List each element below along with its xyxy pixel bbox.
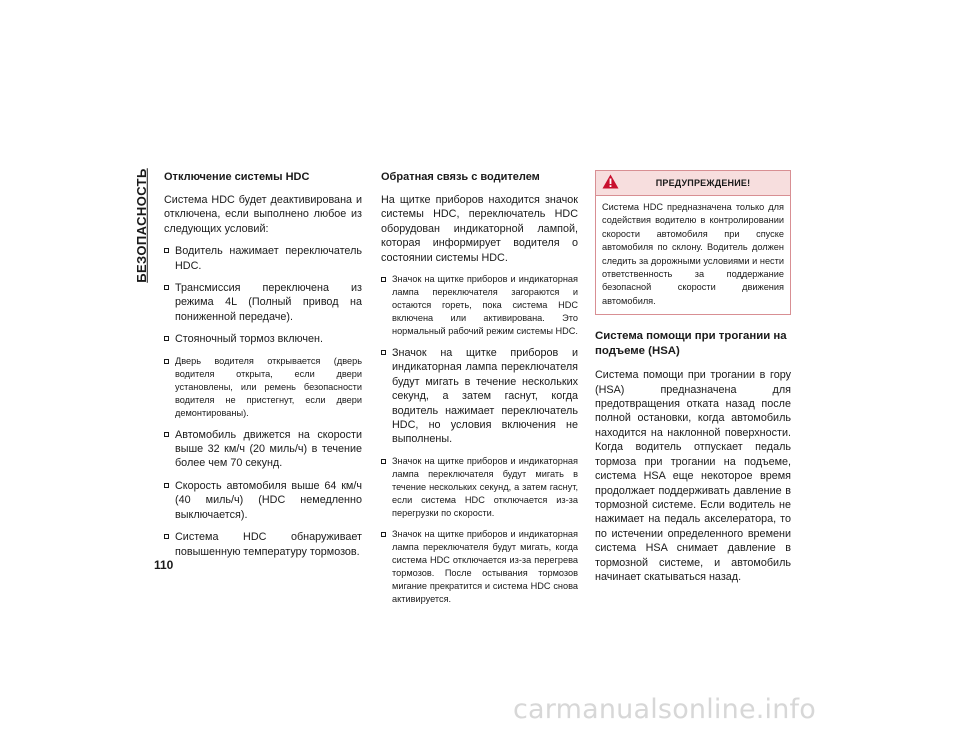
heading-driver-feedback: Обратная связь с водителем bbox=[381, 171, 540, 183]
column-hdc-disable bbox=[164, 170, 362, 567]
checkbox-bullet-icon bbox=[381, 459, 386, 464]
list-item: Значок на щитке приборов и индикаторная лампа переключателя будут мигать, когда система HDC отключается из-за перегрева тормозов. После остывания тормозов мигание прекратится и система HDC снова активируется. bbox=[381, 528, 578, 606]
warning-title: ПРЕДУПРЕЖДЕНИЕ! bbox=[655, 177, 751, 188]
list-item: Скорость автомобиля выше 64 км/ч (40 миль/ч) (HDC немедленно выключается). bbox=[164, 479, 362, 522]
checkbox-bullet-icon bbox=[164, 432, 169, 437]
list-item: Дверь водителя открывается (дверь водителя открыта, если двери установлены, или ремень безопасности водителя не пристегнут, если двери демонтированы). bbox=[164, 355, 362, 420]
warning-text: Система HDC предназначена только для содействия водителю в контролировании скорости автомобиля при спуске автомобиля по склону. Водитель должен следить за дорожными условиями и нести ответственность за поддержание безопасной скорости движения автомобиля. bbox=[602, 202, 784, 306]
hdc-disable-list bbox=[164, 244, 362, 559]
section-label-text: БЕЗОПАСНОСТЬ bbox=[133, 167, 149, 283]
watermark-text: carmanualsonline.info bbox=[513, 694, 816, 725]
list-item: Водитель нажимает переключатель HDC. bbox=[164, 244, 362, 273]
driver-feedback-intro: На щитке приборов находится значок системы HDC, переключатель HDC оборудован индикаторной лампой, которая информирует водителя о состоянии системы HDC. bbox=[381, 194, 578, 264]
checkbox-bullet-icon bbox=[381, 350, 386, 355]
heading-hdc-disable: Отключение системы HDC bbox=[164, 171, 310, 183]
hdc-disable-intro: Система HDC будет деактивирована и отключена, если выполнено любое из следующих условий: bbox=[164, 194, 362, 235]
list-item: Трансмиссия переключена из режима 4L (Полный привод на пониженной передаче). bbox=[164, 281, 362, 324]
column-driver-feedback bbox=[381, 170, 578, 614]
warning-box bbox=[595, 170, 791, 315]
list-item: Автомобиль движется на скорости выше 32 км/ч (20 миль/ч) в течение более чем 70 секунд. bbox=[164, 428, 362, 471]
list-item: Стояночный тормоз включен. bbox=[164, 332, 362, 346]
section-side-label bbox=[128, 160, 154, 290]
checkbox-bullet-icon bbox=[164, 359, 169, 364]
checkbox-bullet-icon bbox=[381, 277, 386, 282]
checkbox-bullet-icon bbox=[164, 534, 169, 539]
driver-feedback-list bbox=[381, 273, 578, 606]
checkbox-bullet-icon bbox=[381, 532, 386, 537]
checkbox-bullet-icon bbox=[164, 285, 169, 290]
list-item: Значок на щитке приборов и индикаторная лампа переключателя загораются и остаются гореть, пока система HDC включена или активирована. Это нормальный рабочий режим системы HDC. bbox=[381, 273, 578, 338]
page-number: 110 bbox=[154, 558, 174, 572]
checkbox-bullet-icon bbox=[164, 248, 169, 253]
checkbox-bullet-icon bbox=[164, 336, 169, 341]
list-item: Значок на щитке приборов и индикаторная лампа переключателя будут мигать в течение нескольких секунд, а затем гаснут, когда водитель нажимает переключатель HDC, но условия включения не выполнены. bbox=[381, 346, 578, 447]
warning-header bbox=[596, 171, 790, 196]
list-item: Система HDC обнаруживает повышенную температуру тормозов. bbox=[164, 530, 362, 559]
warning-triangle-icon bbox=[602, 174, 619, 189]
checkbox-bullet-icon bbox=[164, 483, 169, 488]
list-item: Значок на щитке приборов и индикаторная лампа переключателя будут мигать в течение нескольких секунд, а затем гаснут, если система HDC отключается из-за перегрузки по скорости. bbox=[381, 455, 578, 520]
hsa-body: Система помощи при трогании в гору (HSA) предназначена для предотвращения отката назад после полной остановки, когда автомобиль находится на наклонной поверхности. Когда водитель отпускает педаль тормоза при трогании на подъеме, система HSA еще некоторое время продолжает поддерживать давление в тормозной системе. Если водитель не нажимает на педаль акселератора, то по истечении определенного времени система HSA снимает давление в тормозной системе, и автомобиль начинает скатываться назад. bbox=[595, 369, 791, 583]
heading-hsa: Система помощи при трогании на подъеме (HSA) bbox=[595, 330, 787, 358]
column-warning-hsa bbox=[595, 170, 791, 592]
